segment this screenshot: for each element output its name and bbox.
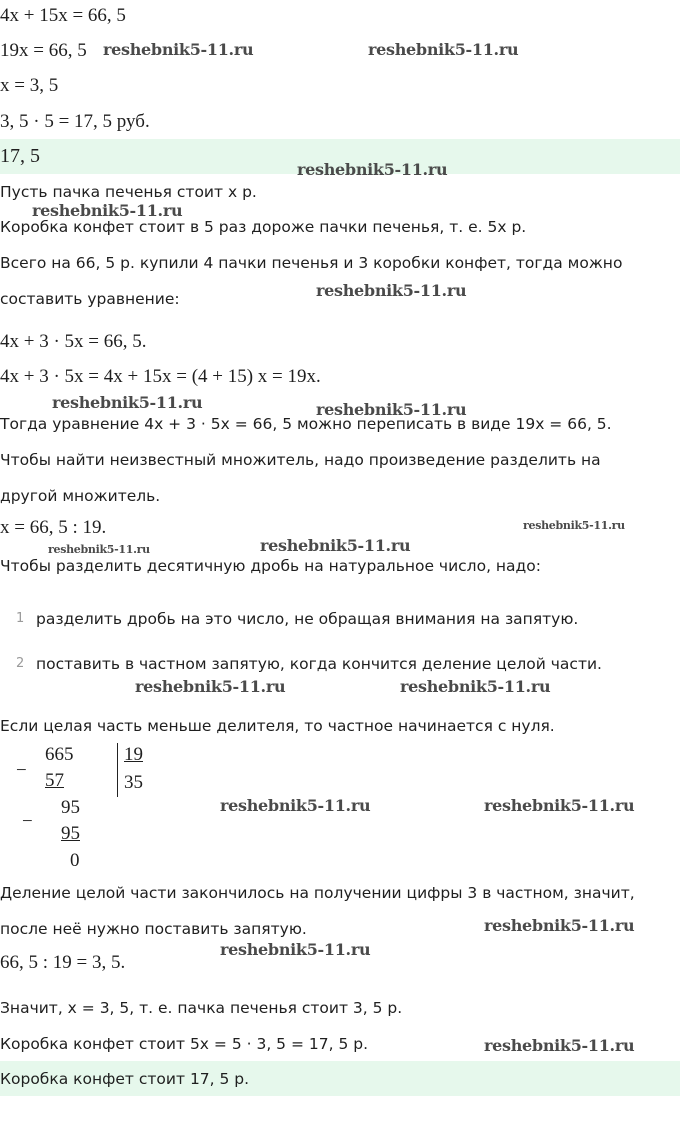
watermark: reshebnik5-11.ru [400,677,551,696]
text-line-5: Тогда уравнение 4x + 3 · 5x = 66, 5 можно переписать в виде 19x = 66, 5. [0,415,612,433]
watermark: reshebnik5-11.ru [220,940,371,959]
text-line-13: Коробка конфет стоит 5x = 5 · 3, 5 = 17, 5 р. [0,1035,369,1053]
division-minus-2: − [22,811,33,832]
watermark: reshebnik5-11.ru [523,519,625,532]
text-line-2: Коробка конфет стоит в 5 раз дороже пачки печенья, т. е. 5x р. [0,218,527,236]
watermark: reshebnik5-11.ru [316,400,467,419]
watermark: reshebnik5-11.ru [484,1036,635,1055]
text-line-9: Если целая часть меньше делителя, то частное начинается с нуля. [0,717,555,735]
text-line-1: Пусть пачка печенья стоит x р. [0,183,257,201]
division-subtrahend-1: 57 [45,770,64,791]
watermark: reshebnik5-11.ru [297,160,448,179]
list-item-2: поставить в частном запятую, когда кончится деление целой части. [36,655,602,673]
text-line-6: Чтобы найти неизвестный множитель, надо произведение разделить на [0,451,601,469]
equation-6: 4x + 3 · 5x = 4x + 15x = (4 + 15) x = 19x. [0,366,321,387]
text-line-4: составить уравнение: [0,290,180,308]
division-divisor: 19 [124,744,143,765]
list-item-1: разделить дробь на это число, не обращая внимания на запятую. [36,610,579,628]
watermark: reshebnik5-11.ru [220,796,371,815]
text-line-12: Значит, x = 3, 5, т. е. пачка печенья стоит 3, 5 р. [0,999,403,1017]
answer-value: 17, 5 [0,145,40,167]
equation-line-3: x = 3, 5 [0,75,59,96]
equation-7: x = 66, 5 : 19. [0,517,107,538]
equation-8: 66, 5 : 19 = 3, 5. [0,952,126,973]
division-quotient: 35 [124,772,143,793]
watermark: reshebnik5-11.ru [52,393,203,412]
division-bar [117,743,118,797]
equation-line-4: 3, 5 · 5 = 17, 5 руб. [0,111,150,132]
watermark: reshebnik5-11.ru [135,677,286,696]
text-line-7: другой множитель. [0,487,161,505]
watermark: reshebnik5-11.ru [368,40,519,59]
watermark: reshebnik5-11.ru [484,796,635,815]
equation-line-2: 19x = 66, 5 [0,40,87,61]
watermark: reshebnik5-11.ru [316,281,467,300]
watermark: reshebnik5-11.ru [32,201,183,220]
watermark: reshebnik5-11.ru [484,916,635,935]
text-line-3: Всего на 66, 5 р. купили 4 пачки печенья и 3 коробки конфет, тогда можно [0,254,623,272]
division-remainder-2: 0 [70,850,80,871]
text-line-11: после неё нужно поставить запятую. [0,920,307,938]
text-line-8: Чтобы разделить десятичную дробь на натуральное число, надо: [0,557,541,575]
watermark: reshebnik5-11.ru [48,543,150,556]
text-line-10: Деление целой части закончилось на получении цифры 3 в частном, значит, [0,884,635,902]
division-dividend: 665 [45,744,74,765]
watermark: reshebnik5-11.ru [103,40,254,59]
division-remainder-1: 95 [61,797,80,818]
equation-line-1: 4x + 15x = 66, 5 [0,5,126,26]
list-number-2: 2 [16,656,25,671]
list-number-1: 1 [16,611,25,626]
division-subtrahend-2: 95 [61,823,80,844]
equation-5: 4x + 3 · 5x = 66, 5. [0,331,147,352]
watermark: reshebnik5-11.ru [260,536,411,555]
division-minus-1: − [16,760,27,781]
final-answer: Коробка конфет стоит 17, 5 р. [0,1070,250,1088]
